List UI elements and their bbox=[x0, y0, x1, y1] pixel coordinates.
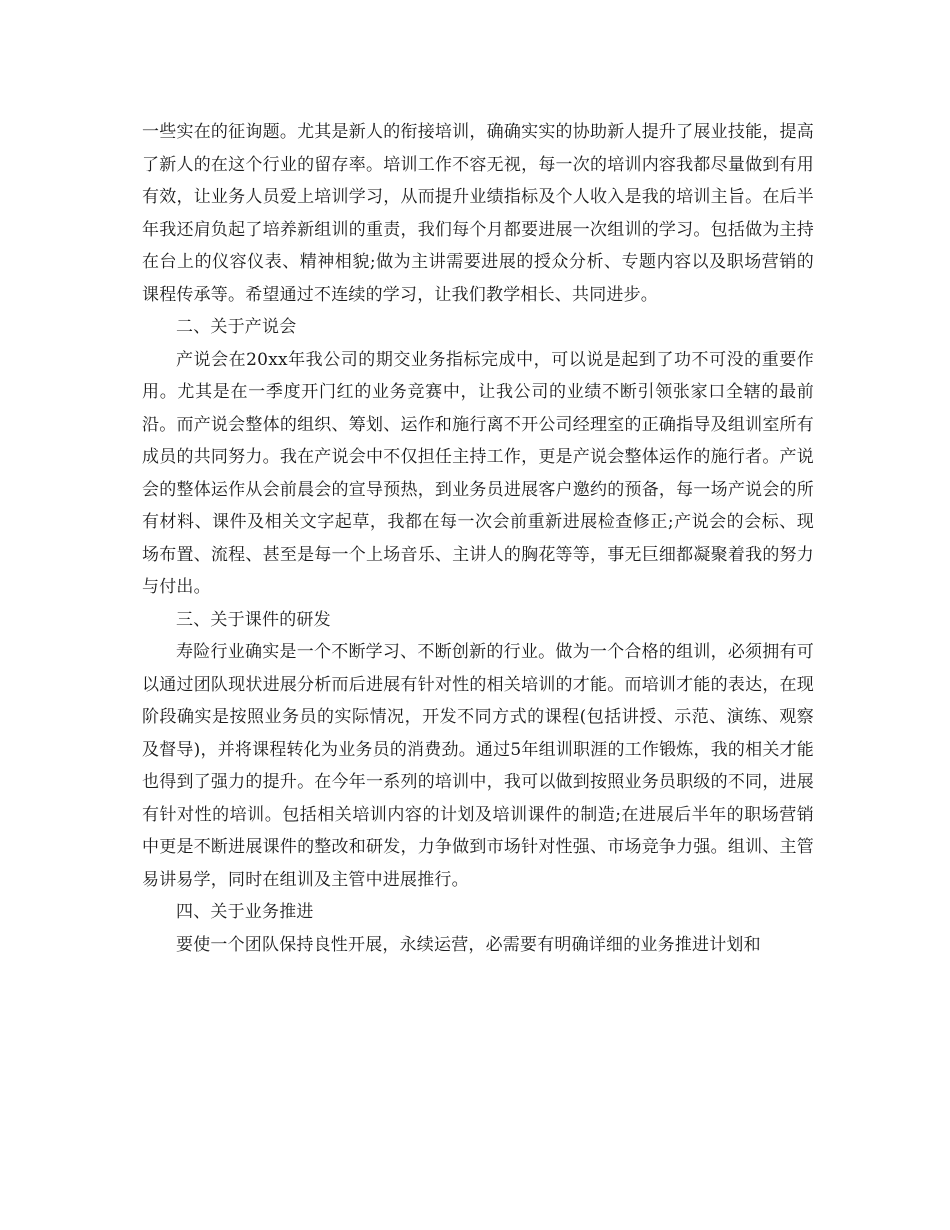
body-paragraph: 产说会在20xx年我公司的期交业务指标完成中，可以说是起到了功不可没的重要作用。尤其是在一季度开门红的业务竞赛中，让我公司的业绩不断引领张家口全辖的最前沿。而产说会整体的组织、筹划、运作和施行离不开公司经理室的正确指导及组训室所有成员的共同努力。我在产说会中不仅担任主持工作，更是产说会整体运作的施行者。产说会的整体运作从会前晨会的宣导预热，到业务员进展客户邀约的预备，每一场产说会的所有材料、课件及相关文字起草，我都在每一次会前重新进展检查修正;产说会的会标、现场布置、流程、甚至是每一个上场音乐、主讲人的胸花等等，事无巨细都凝聚着我的努力与付出。 bbox=[142, 349, 814, 597]
section-heading: 三、关于课件的研发 bbox=[176, 609, 331, 630]
body-paragraph: 要使一个团队保持良性开展，永续运营，必需要有明确详细的业务推进计划和 bbox=[176, 934, 761, 955]
section-heading: 四、关于业务推进 bbox=[176, 902, 314, 922]
body-paragraph: 一些实在的征询题。尤其是新人的衔接培训，确确实实的协助新人提升了展业技能，提高了新人的在这个行业的留存率。培训工作不容无视，每一次的培训内容我都尽量做到有用有效，让业务人员爱上培训学习，从而提升业绩指标及个人收入是我的培训主旨。在后半年我还肩负起了培养新组训的重责，我们每个月都要进展一次组训的学习。包括做为主持在台上的仪容仪表、精神相貌;做为主讲需要进展的授众分析、专题内容以及职场营销的课程传承等。希望通过不连续的学习，让我们教学相长、共同进步。 bbox=[142, 122, 814, 305]
body-paragraph: 寿险行业确实是一个不断学习、不断创新的行业。做为一个合格的组训，必须拥有可以通过团队现状进展分析而后进展有针对性的相关培训的才能。而培训才能的表达，在现阶段确实是按照业务员的实际情况，开发不同方式的课程(包括讲授、示范、演练、观察及督导)，并将课程转化为业务员的消费劲。通过5年组训职涯的工作锻炼，我的相关才能也得到了强力的提升。在今年一系列的培训中，我可以做到按照业务员职级的不同，进展有针对性的培训。包括相关培训内容的计划及培训课件的制造;在进展后半年的职场营销中更是不断进展课件的整改和研发，力争做到市场针对性强、市场竞争力强。组训、主管易讲易学，同时在组训及主管中进展推行。 bbox=[142, 642, 814, 890]
document-body bbox=[142, 116, 814, 961]
section-heading: 二、关于产说会 bbox=[176, 317, 297, 337]
